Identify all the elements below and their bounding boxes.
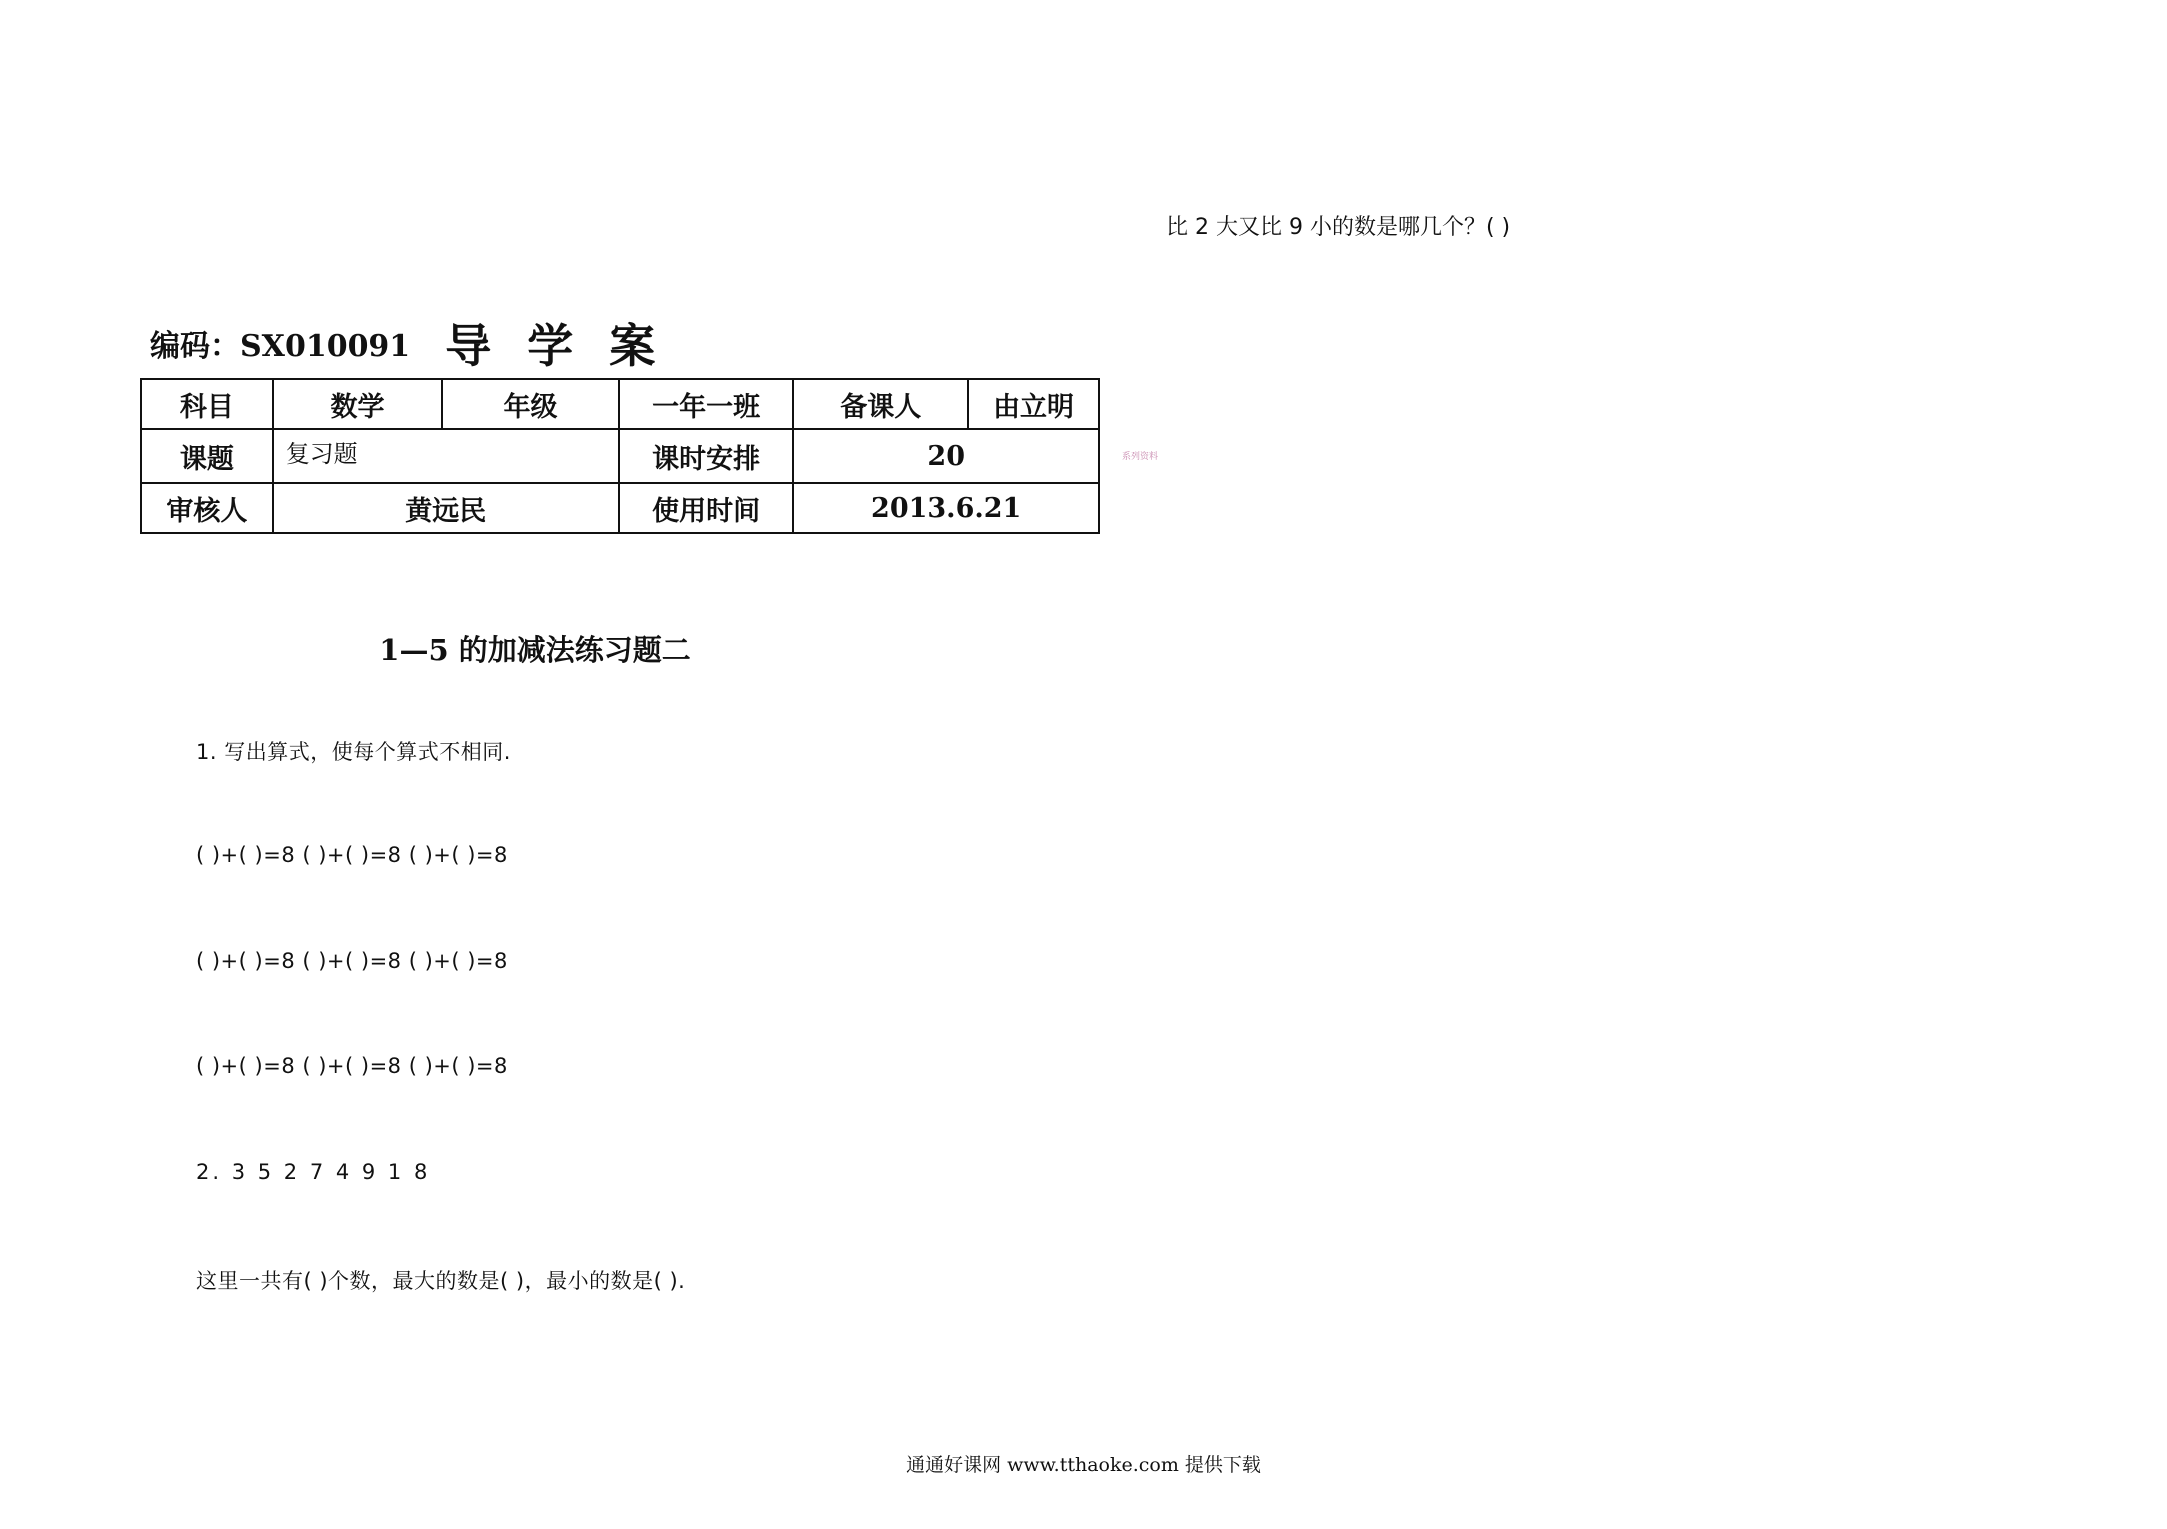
question-2-prompt: 这里一共有( )个数，最大的数是( )，最小的数是( ). bbox=[196, 1269, 686, 1293]
preparer-label: 备课人 bbox=[793, 379, 968, 429]
document-header bbox=[150, 310, 691, 376]
section-title: 1—5 的加减法练习题二 bbox=[379, 633, 691, 667]
lesson-info-table bbox=[140, 378, 1100, 534]
reviewer-value: 黄远民 bbox=[273, 483, 619, 533]
top-question: 比 2 大又比 9 小的数是哪几个？( ) bbox=[1166, 215, 1511, 240]
footer: 通通好课网 www.tthaoke.com 提供下载 bbox=[906, 1454, 1261, 1476]
topic-value: 复习题 bbox=[273, 429, 619, 483]
equation-line-1: ( )+( )=8 ( )+( )=8 ( )+( )=8 bbox=[196, 843, 508, 867]
table-row bbox=[141, 483, 1099, 533]
hours-label: 课时安排 bbox=[619, 429, 794, 483]
document-code: 编码：SX010091 bbox=[150, 329, 411, 364]
topic-label: 课题 bbox=[141, 429, 273, 483]
question-2: 2. 3 5 2 7 4 9 1 8 bbox=[196, 1160, 431, 1184]
question-1: 1. 写出算式，使每个算式不相同. bbox=[196, 740, 511, 764]
date-label: 使用时间 bbox=[619, 483, 794, 533]
subject-label: 科目 bbox=[141, 379, 273, 429]
grade-label: 年级 bbox=[442, 379, 619, 429]
table-row bbox=[141, 429, 1099, 483]
equation-line-2: ( )+( )=8 ( )+( )=8 ( )+( )=8 bbox=[196, 949, 508, 973]
table-row bbox=[141, 379, 1099, 429]
grade-value: 一年一班 bbox=[619, 379, 794, 429]
preparer-value: 由立明 bbox=[968, 379, 1099, 429]
equation-line-3: ( )+( )=8 ( )+( )=8 ( )+( )=8 bbox=[196, 1054, 508, 1078]
subject-value: 数学 bbox=[273, 379, 443, 429]
side-note: 系列资料 bbox=[1122, 452, 1159, 462]
reviewer-label: 审核人 bbox=[141, 483, 273, 533]
document-title: 导学案 bbox=[445, 319, 692, 373]
hours-value: 20 bbox=[793, 429, 1099, 483]
date-value: 2013.6.21 bbox=[793, 483, 1099, 533]
